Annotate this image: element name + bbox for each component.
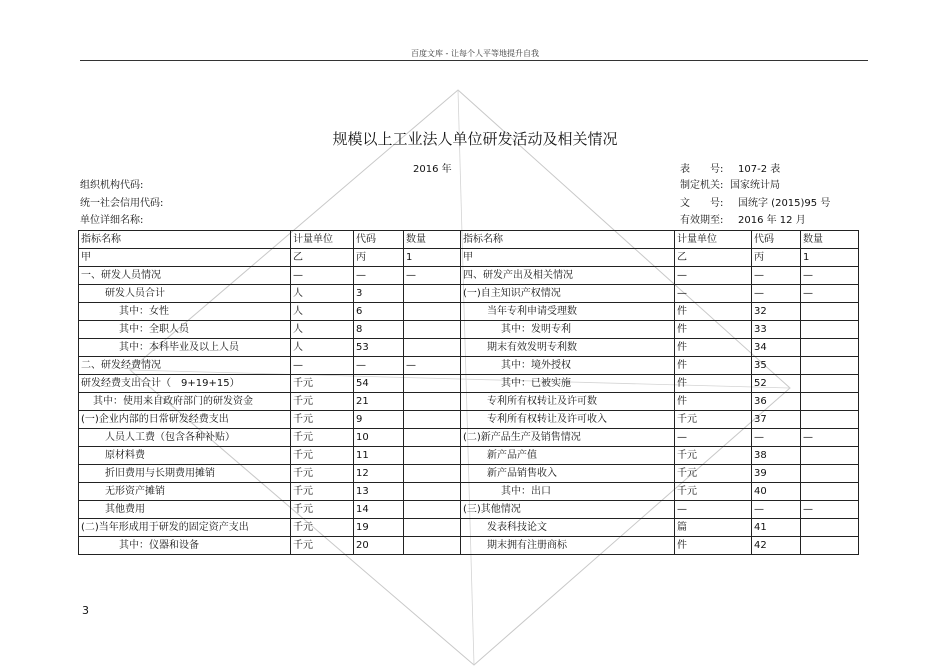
left-qty-cell [404,321,461,339]
left-name-cell: 原材料费 [79,447,291,465]
right-qty-cell [801,339,859,357]
right-code-cell: 33 [752,321,801,339]
left-unit-cell: 千元 [291,393,354,411]
left-name-cell: 其他费用 [79,501,291,519]
right-name-cell: 发表科技论文 [461,519,675,537]
left-qty-cell [404,303,461,321]
left-name-cell: (一)企业内部的日常研发经费支出 [79,411,291,429]
left-unit-cell: 千元 [291,537,354,555]
table-row [79,285,859,303]
right-code-cell: — [752,285,801,303]
left-qty-cell [404,537,461,555]
right-code-cell: 32 [752,303,801,321]
right-qty-cell: — [801,267,859,285]
left-qty-cell [404,339,461,357]
page-header: 百度文库 - 让每个人平等地提升自我 [411,49,539,58]
left-code-cell: — [354,267,404,285]
right-qty-cell [801,321,859,339]
left-code-cell: 10 [354,429,404,447]
right-name-cell: 其中：境外授权 [461,357,675,375]
left-code-cell: 20 [354,537,404,555]
left-name-cell: 其中：女性 [79,303,291,321]
header-cell: 代码 [752,231,801,249]
left-qty-cell: — [404,267,461,285]
right-qty-cell [801,537,859,555]
left-name-cell: 无形资产摊销 [79,483,291,501]
right-code-cell: — [752,501,801,519]
right-qty-cell [801,465,859,483]
document-number-value: 国统字 (2015)95 号 [738,198,831,209]
left-qty-cell: — [404,357,461,375]
right-code-cell: 38 [752,447,801,465]
valid-until-label: 有效期至: [680,215,724,226]
right-qty-cell [801,357,859,375]
table-row [79,249,859,267]
left-qty-cell [404,465,461,483]
rd-activity-table [78,230,859,555]
right-code-cell: 39 [752,465,801,483]
left-unit-cell: 千元 [291,447,354,465]
right-name-cell: (二)新产品生产及销售情况 [461,429,675,447]
table-row [79,519,859,537]
left-unit-cell: — [291,357,354,375]
left-name-cell: 折旧费用与长期费用摊销 [79,465,291,483]
left-name-cell: 人员人工费（包含各种补贴） [79,429,291,447]
left-qty-cell [404,393,461,411]
right-unit-cell: 千元 [675,465,752,483]
right-name-cell: 新产品产值 [461,447,675,465]
left-unit-cell: 千元 [291,411,354,429]
right-unit-cell: 篇 [675,519,752,537]
right-qty-cell [801,393,859,411]
left-code-cell: 13 [354,483,404,501]
right-qty-cell: — [801,501,859,519]
header-cell: 数量 [801,231,859,249]
right-qty-cell [801,375,859,393]
left-qty-cell [404,501,461,519]
right-unit-cell: 件 [675,303,752,321]
left-unit-cell: 人 [291,339,354,357]
right-name-cell: (一)自主知识产权情况 [461,285,675,303]
right-code-cell: 40 [752,483,801,501]
left-qty-cell [404,375,461,393]
table-header-row [79,231,859,249]
right-name-cell: 其中：已被实施 [461,375,675,393]
right-name-cell: 其中：发明专利 [461,321,675,339]
org-code-label: 组织机构代码: [80,180,144,191]
left-name-cell: 研发经费支出合计（ 9+19+15） [79,375,291,393]
left-code-cell: 8 [354,321,404,339]
right-unit-cell: 件 [675,393,752,411]
right-qty-cell [801,411,859,429]
left-qty-cell [404,411,461,429]
left-name-cell: 研发人员合计 [79,285,291,303]
page-number: 3 [82,604,89,617]
left-code-cell: 9 [354,411,404,429]
left-qty-cell: 1 [404,249,461,267]
right-qty-cell [801,519,859,537]
header-cell: 指标名称 [461,231,675,249]
left-unit-cell: 千元 [291,483,354,501]
right-name-cell: 期末有效发明专利数 [461,339,675,357]
table-row [79,537,859,555]
left-qty-cell [404,483,461,501]
right-unit-cell: 乙 [675,249,752,267]
header-cell: 计量单位 [675,231,752,249]
table-row [79,429,859,447]
left-name-cell: 甲 [79,249,291,267]
form-number-value: 107-2 表 [738,164,781,175]
right-code-cell: 42 [752,537,801,555]
right-unit-cell: 件 [675,375,752,393]
left-code-cell: 12 [354,465,404,483]
right-name-cell: 期末拥有注册商标 [461,537,675,555]
document-title: 规模以上工业法人单位研发活动及相关情况 [332,130,618,148]
left-qty-cell [404,429,461,447]
left-code-cell: 丙 [354,249,404,267]
header-cell: 代码 [354,231,404,249]
valid-until-value: 2016 年 12 月 [738,215,806,226]
report-year: 2016 年 [413,164,452,175]
left-name-cell: 一、研发人员情况 [79,267,291,285]
table-row [79,375,859,393]
table-body [79,249,859,555]
left-code-cell: 14 [354,501,404,519]
table-row [79,267,859,285]
left-unit-cell: 千元 [291,465,354,483]
right-code-cell: 37 [752,411,801,429]
left-code-cell: 19 [354,519,404,537]
table-row [79,411,859,429]
document-number-label: 文 号: [680,198,724,209]
right-unit-cell: 千元 [675,447,752,465]
right-unit-cell: 千元 [675,483,752,501]
left-unit-cell: 千元 [291,375,354,393]
left-qty-cell [404,285,461,303]
right-unit-cell: 件 [675,321,752,339]
right-qty-cell [801,447,859,465]
right-name-cell: 专利所有权转让及许可收入 [461,411,675,429]
left-name-cell: 其中：本科毕业及以上人员 [79,339,291,357]
right-code-cell: 34 [752,339,801,357]
right-qty-cell: — [801,285,859,303]
header-cell: 数量 [404,231,461,249]
header-cell: 指标名称 [79,231,291,249]
table-row [79,447,859,465]
right-unit-cell: — [675,429,752,447]
right-code-cell: 丙 [752,249,801,267]
left-unit-cell: 千元 [291,501,354,519]
right-unit-cell: — [675,267,752,285]
right-qty-cell [801,483,859,501]
table-row [79,483,859,501]
table-row [79,303,859,321]
header-cell: 计量单位 [291,231,354,249]
left-code-cell: 21 [354,393,404,411]
left-code-cell: 6 [354,303,404,321]
right-code-cell: — [752,429,801,447]
right-name-cell: 专利所有权转让及许可数 [461,393,675,411]
right-name-cell: 四、研发产出及相关情况 [461,267,675,285]
left-unit-cell: 千元 [291,429,354,447]
table-row [79,339,859,357]
left-qty-cell [404,519,461,537]
right-unit-cell: 件 [675,537,752,555]
right-qty-cell: 1 [801,249,859,267]
right-code-cell: 36 [752,393,801,411]
right-unit-cell: 件 [675,357,752,375]
issuing-authority-label: 制定机关: [680,180,724,191]
table-row [79,393,859,411]
right-name-cell: 当年专利申请受理数 [461,303,675,321]
left-unit-cell: 千元 [291,519,354,537]
form-number-label: 表 号: [680,164,724,175]
unit-name-label: 单位详细名称: [80,215,144,226]
right-qty-cell: — [801,429,859,447]
right-name-cell: 新产品销售收入 [461,465,675,483]
right-code-cell: — [752,267,801,285]
table-row [79,321,859,339]
left-code-cell: 54 [354,375,404,393]
right-code-cell: 35 [752,357,801,375]
right-unit-cell: 千元 [675,411,752,429]
left-name-cell: 其中：全职人员 [79,321,291,339]
left-unit-cell: — [291,267,354,285]
left-code-cell: 11 [354,447,404,465]
left-unit-cell: 人 [291,321,354,339]
issuing-authority-value: 国家统计局 [730,180,780,191]
left-name-cell: 二、研发经费情况 [79,357,291,375]
right-unit-cell: — [675,501,752,519]
table-row [79,465,859,483]
left-unit-cell: 乙 [291,249,354,267]
right-unit-cell: 件 [675,339,752,357]
right-code-cell: 52 [752,375,801,393]
left-name-cell: (二)当年形成用于研发的固定资产支出 [79,519,291,537]
left-name-cell: 其中：仪器和设备 [79,537,291,555]
table-row [79,357,859,375]
left-code-cell: 53 [354,339,404,357]
credit-code-label: 统一社会信用代码: [80,198,164,209]
table-row [79,501,859,519]
right-code-cell: 41 [752,519,801,537]
right-qty-cell [801,303,859,321]
left-unit-cell: 人 [291,285,354,303]
left-code-cell: — [354,357,404,375]
right-unit-cell: — [675,285,752,303]
left-code-cell: 3 [354,285,404,303]
right-name-cell: 甲 [461,249,675,267]
left-unit-cell: 人 [291,303,354,321]
left-qty-cell [404,447,461,465]
right-name-cell: 其中：出口 [461,483,675,501]
right-name-cell: (三)其他情况 [461,501,675,519]
left-name-cell: 其中：使用来自政府部门的研发资金 [79,393,291,411]
